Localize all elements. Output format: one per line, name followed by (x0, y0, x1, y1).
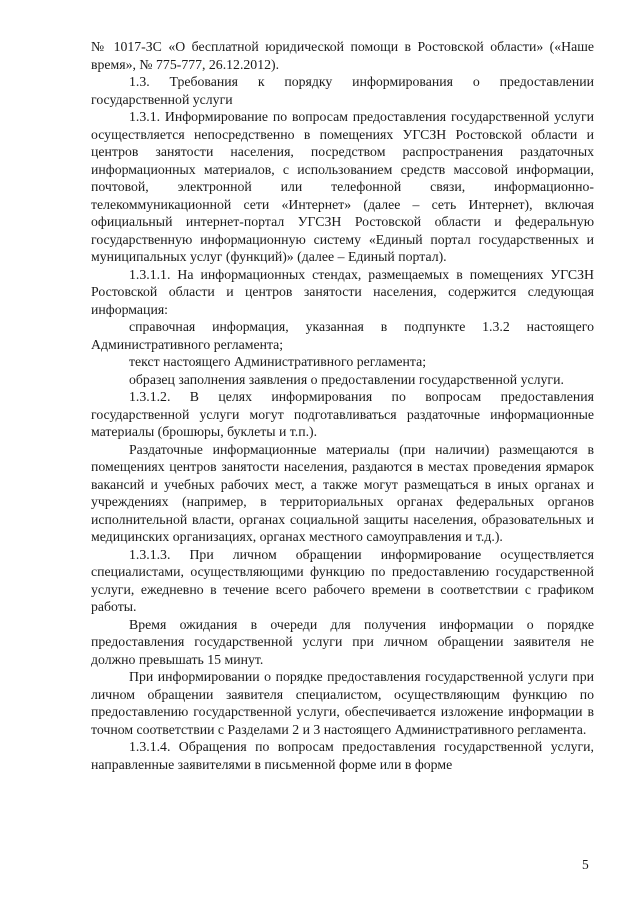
paragraph-1-3-1-4: 1.3.1.4. Обращения по вопросам предоставления государственной услуги, направленные заявителями в письменной форме или в форме (91, 739, 594, 772)
document-body (91, 38, 594, 773)
paragraph-1-3-1: 1.3.1. Информирование по вопросам предоставления государственной услуги осуществляется непосредственно в помещениях УГСЗН Ростовской области и центров занятости населения, посредством распространения раздаточных информационных материалов, с использованием средств массовой информации, почтовой, электронной или телефонной связи, информационно-телекоммуникационной сети «Интернет» (далее – сеть Интернет), включая официальный интернет-портал УГСЗН Ростовской области и федеральную государственную информационную систему «Единый портал государственных и муниципальных услуг (функций)» (далее – Единый портал). (91, 109, 594, 264)
page-number: 5 (582, 857, 589, 872)
paragraph-handout-materials: Раздаточные информационные материалы (при наличии) размещаются в помещениях центров занятости населения, раздаются в местах проведения ярмарок вакансий и учебных рабочих мест, а также могут размещаться в иных органах и учреждениях (например, в территориальных органах федеральных органов исполнительной власти, органах социальной защиты населения, образовательных и медицинских организациях, органах местного самоуправления и т.д.). (91, 441, 594, 544)
section-heading-1-3: 1.3. Требования к порядку информирования о предоставлении государственной услуги (91, 74, 594, 107)
paragraph-law-reference: № 1017-ЗС «О бесплатной юридической помощи в Ростовской области» («Наше время», № 775-777, 26.12.2012). (91, 39, 594, 72)
paragraph-1-3-1-2: 1.3.1.2. В целях информирования по вопросам предоставления государственной услуги могут подготавливаться раздаточные информационные материалы (брошюры, буклеты и т.п.). (91, 389, 594, 439)
paragraph-1-3-1-1: 1.3.1.1. На информационных стендах, размещаемых в помещениях УГСЗН Ростовской области и центров занятости населения, содержится следующая информация: (91, 266, 594, 317)
list-item-regulation-text: текст настоящего Административного регламента; (129, 354, 427, 369)
paragraph-informing-personal: При информировании о порядке предоставления государственной услуги при личном обращении заявителя специалистом, осуществляющим функцию по предоставлению государственной услуги, обеспечивается изложение информации в точном соответствии с Разделами 2 и 3 настоящего Административного регламента. (91, 669, 594, 737)
list-item-application-sample: образец заполнения заявления о предоставлении государственной услуги. (129, 371, 564, 387)
paragraph-waiting-time: Время ожидания в очереди для получения информации о порядке предоставления государственной услуги при личном обращении заявителя не должно превышать 15 минут. (91, 616, 594, 667)
paragraph-1-3-1-3: 1.3.1.3. При личном обращении информирование осуществляется специалистами, осуществляющими функцию по предоставлению государственной услуги, ежедневно в течение всего рабочего времени в соответствии с графиком работы. (91, 546, 594, 614)
list-item-reference-info: справочная информация, указанная в подпункте 1.3.2 настоящего Административного регламента; (91, 319, 594, 352)
